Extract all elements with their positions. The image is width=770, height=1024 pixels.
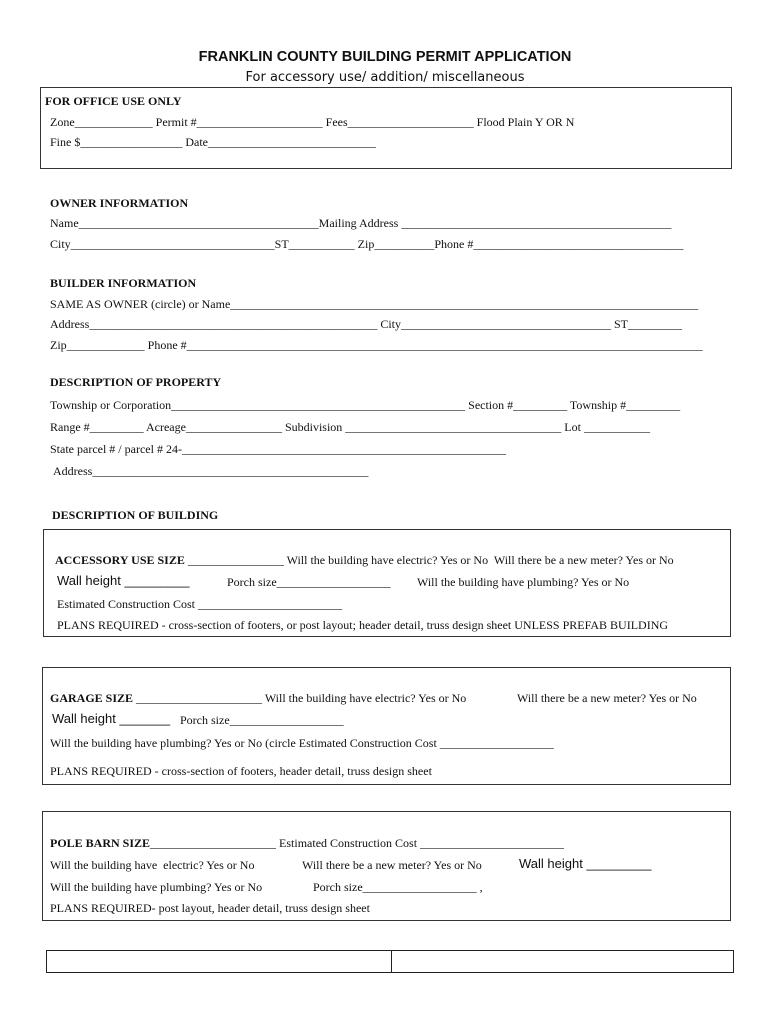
page-subtitle: For accessory use/ addition/ miscellaneous [245,70,525,85]
builder-address-line[interactable]: Address________________________________________________ City___________________________________ ST_________ [50,317,683,331]
signature-cell-left[interactable] [46,950,392,973]
polebarn-size-rest: _____________________ Estimated Construction Cost ________________________ [150,836,565,850]
garage-size-rest: _____________________ Will the building have electric? Yes or No [133,691,467,705]
accessory-plumbing[interactable]: Will the building have plumbing? Yes or No [417,575,630,589]
polebarn-plumbing[interactable]: Will the building have plumbing? Yes or No [50,880,263,894]
garage-size-line[interactable] [50,691,466,705]
property-parcel-line[interactable]: State parcel # / parcel # 24-______________________________________________________ [50,442,506,456]
property-heading: DESCRIPTION OF PROPERTY [50,375,222,389]
polebarn-electric[interactable]: Will the building have electric? Yes or No [50,858,255,872]
accessory-wall-height[interactable]: Wall height _________ [57,573,190,588]
accessory-porch-size[interactable]: Porch size___________________ [227,575,391,589]
property-range-line[interactable]: Range #_________ Acreage________________ Subdivision ____________________________________ Lot ___________ [50,420,650,434]
office-line-zone[interactable]: Zone_____________ Permit #_____________________ Fees_____________________ Flood Plain Y OR N [50,115,575,129]
accessory-cost[interactable]: Estimated Construction Cost ________________________ [57,597,342,611]
garage-plumbing-line[interactable]: Will the building have plumbing? Yes or No (circle Estimated Construction Cost ___________________ [50,736,554,750]
garage-meter[interactable]: Will there be a new meter? Yes or No [517,691,697,705]
property-township-line[interactable]: Township or Corporation_________________________________________________ Section #_________ Township #_________ [50,398,681,412]
accessory-size-line[interactable] [55,553,674,567]
polebarn-porch-size[interactable]: Porch size___________________ , [313,880,483,894]
polebarn-size-label: POLE BARN SIZE [50,836,151,850]
garage-plans: PLANS REQUIRED - cross-section of footers, header detail, truss design sheet [50,764,432,778]
polebarn-wall-height[interactable]: Wall height _________ [519,856,652,871]
polebarn-meter[interactable]: Will there be a new meter? Yes or No [302,858,482,872]
signature-cell-right[interactable] [391,950,734,973]
property-address-line[interactable]: Address______________________________________________ [53,464,369,478]
garage-porch-size[interactable]: Porch size___________________ [180,713,344,727]
owner-heading: OWNER INFORMATION [50,196,189,210]
office-line-fine[interactable]: Fine $_________________ Date____________________________ [50,135,376,149]
garage-size-label: GARAGE SIZE [50,691,134,705]
builder-name-line[interactable]: SAME AS OWNER (circle) or Name______________________________________________________________________________ [50,297,699,311]
polebarn-plans: PLANS REQUIRED- post layout, header detail, truss design sheet [50,901,370,915]
builder-zip-line[interactable]: Zip_____________ Phone #______________________________________________________________________________________ [50,338,703,352]
office-use-heading: FOR OFFICE USE ONLY [45,94,182,108]
garage-wall-height[interactable]: Wall height _______ [52,711,171,726]
owner-city-line[interactable]: City__________________________________ST___________ Zip__________Phone #___________________________________ [50,237,684,251]
accessory-size-rest: ________________ Will the building have electric? Yes or No Will there be a new meter? Yes or No [184,553,674,567]
builder-heading: BUILDER INFORMATION [50,276,197,290]
building-heading: DESCRIPTION OF BUILDING [52,508,219,522]
accessory-size-label: ACCESSORY USE SIZE [55,553,185,567]
accessory-plans: PLANS REQUIRED - cross-section of footers, or post layout; header detail, truss design sheet UNLESS PREFAB BUILDING [57,618,669,632]
polebarn-size-line[interactable] [50,836,564,850]
owner-name-line[interactable]: Name________________________________________Mailing Address _____________________________________________ [50,216,672,230]
page-title: FRANKLIN COUNTY BUILDING PERMIT APPLICATION [198,49,572,65]
